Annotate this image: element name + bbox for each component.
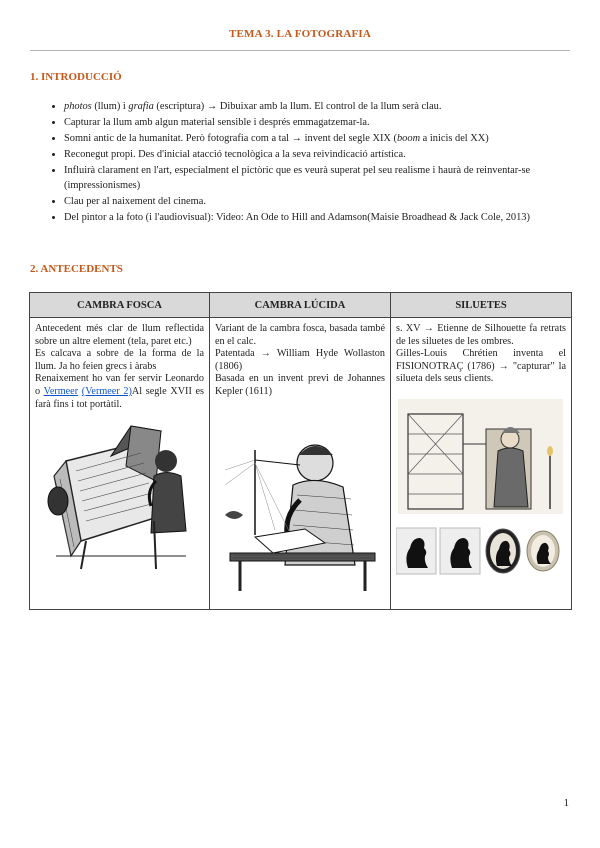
section-heading-antecedents: 2. ANTECEDENTS — [30, 263, 123, 275]
intro-list — [30, 99, 572, 226]
camera-obscura-engraving — [36, 421, 201, 571]
cell-paragraph: s. XV → Etienne de Silhouette fa retrats de les siluetes de les ombres. — [396, 323, 566, 347]
column-header-cambra-fosca: CAMBRA FOSCA — [30, 293, 210, 318]
cell-cambra-lucida — [210, 318, 391, 610]
cell-paragraph: Variant de la cambra fosca, basada també en el calc. — [215, 323, 385, 347]
list-item — [64, 99, 572, 115]
cell-paragraph: Gilles-Louis Chrétien inventa el FISIONOTRAÇ (1786) → "capturar" la silueta dels seus clients. — [396, 348, 566, 385]
column-header-cambra-lucida: CAMBRA LÚCIDA — [210, 293, 391, 318]
text-fragment: (escriptura) → Dibuixar amb la llum. El control de la llum serà clau. — [153, 101, 442, 112]
page-number: 1 — [563, 797, 569, 809]
text-fragment: Somni antic de la humanitat. Però fotografia com a tal → invent del segle XIX ( — [64, 133, 397, 145]
cell-paragraph: Es calcava a sobre de la forma de la llum. Ja ho feien grecs i àrabs — [35, 348, 204, 372]
cell-paragraph: Basada en un invent previ de Johannes Kepler (1611) — [215, 373, 385, 397]
title-divider — [30, 50, 570, 51]
vermeer-link[interactable]: Vermeer — [43, 385, 79, 397]
camera-lucida-engraving — [215, 415, 385, 593]
list-item — [64, 131, 572, 147]
list-item: • Clau per al naixement del cinema. — [64, 194, 572, 210]
term-boom: boom — [396, 133, 421, 145]
silhouette-portraits — [396, 526, 564, 576]
cell-cambra-fosca — [30, 318, 210, 610]
text-fragment: (llum) i — [91, 101, 129, 112]
list-item: • Capturar la llum amb algun material sensible i després emmagatzemar-la. — [64, 115, 572, 131]
vermeer-2-link[interactable]: (Vermeer 2) — [81, 385, 132, 397]
antecedents-table — [29, 292, 572, 610]
cell-paragraph — [35, 373, 204, 411]
document-title: TEMA 3. LA FOTOGRAFIA — [228, 28, 372, 40]
section-heading-introduccio: 1. INTRODUCCIÓ — [30, 71, 122, 83]
term-grafia: grafia — [128, 101, 154, 112]
list-item: • Del pintor a la foto (i l'audiovisual): Video: An Ode to Hill and Adamson(Maisie Broadhead & Jack Cole, 2013) — [64, 210, 572, 226]
list-item: • Influirà clarament en l'art, especialment el pictòric que es veurà superat pel seu realisme i haurà de reinventar-se (impressionismes) — [64, 163, 572, 193]
cell-paragraph: Antecedent més clar de llum reflectida sobre un altre element (tela, paret etc.) — [35, 323, 204, 347]
text-fragment: a inicis del XX) — [420, 133, 489, 145]
list-item: • Reconegut propi. Des d'inicial atacció tecnològica a la seva reivindicació artística. — [64, 147, 572, 163]
term-photos: photos — [64, 101, 92, 112]
fisionotrac-engraving — [398, 399, 563, 514]
text-fragment: Al segle XVII es farà fins i tot portàtil. — [35, 385, 204, 410]
cell-siluetes — [391, 318, 572, 610]
text-fragment: Renaixement ho van fer servir Leonardo o — [35, 373, 204, 397]
cell-paragraph: Patentada → William Hyde Wollaston (1806) — [215, 348, 385, 372]
column-header-siluetes: SILUETES — [391, 293, 572, 318]
